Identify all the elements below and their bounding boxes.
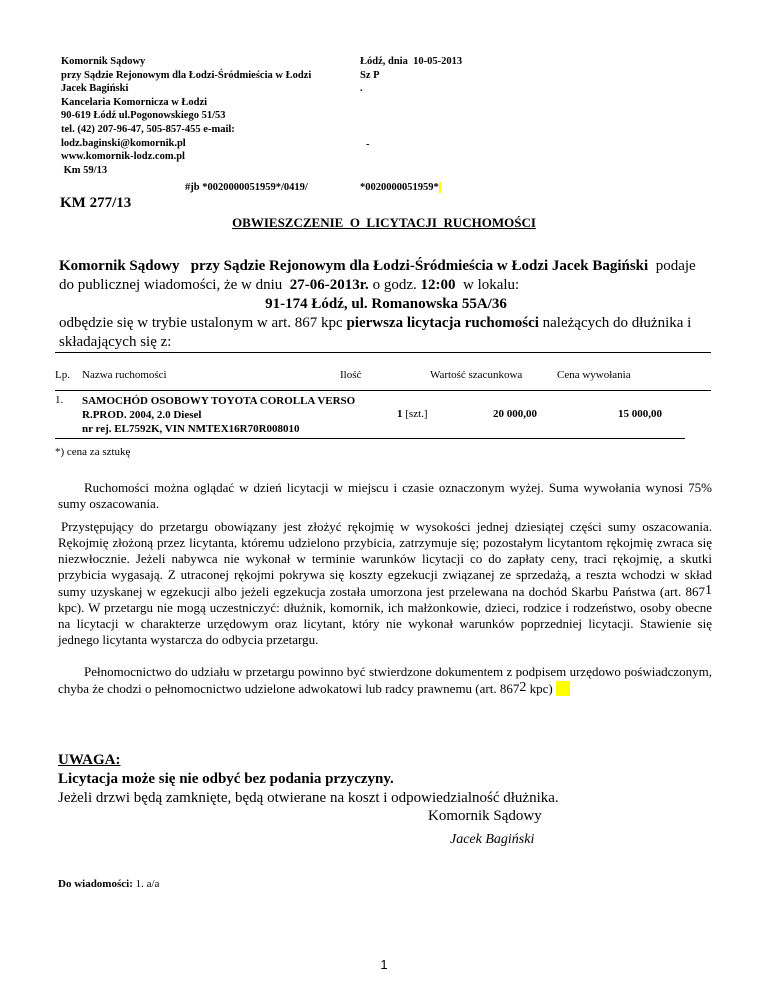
- intro-text-2: o godz.: [368, 277, 421, 293]
- row-name-line: R.PROD. 2004, 2.0 Diesel: [82, 409, 202, 421]
- document-title: OBWIESZCZENIE O LICYTACJI RUCHOMOŚCI: [232, 215, 536, 230]
- recipient-dash: -: [366, 139, 370, 150]
- paragraph-deposit: [58, 519, 712, 648]
- distribution-value: 1. a/a: [132, 878, 160, 890]
- auction-type: pierwsza licytacja ruchomości: [346, 315, 539, 331]
- highlight-mark: [556, 681, 570, 696]
- place-date: Łódź, dnia 10-05-2013: [360, 56, 463, 67]
- notice-line-1: Licytacja może się nie odbyć bez podania przyczyny.: [58, 771, 394, 787]
- sender-line: przy Sądzie Rejonowym dla Łodzi-Śródmieścia w Łodzi: [61, 69, 312, 81]
- table-bottom-rule: [55, 438, 685, 439]
- table-header-rule: [55, 390, 711, 391]
- intro-text-1: podaje do publicznej wiadomości, że w dniu: [59, 258, 700, 293]
- auction-address: 91-174 Łódź, ul. Romanowska 55A/36: [265, 296, 507, 312]
- barcode-left: #jb *0020000051959*/0419/: [185, 182, 308, 193]
- paragraph-viewing: Ruchomości można oglądać w dzień licytacji w miejscu i czasie oznaczonym wyżej. Suma wywołania wynosi 75% sumy oszacowania.: [58, 480, 712, 511]
- col-value: Wartość szacunkowa: [430, 369, 523, 381]
- recipient-dot: .: [360, 83, 363, 95]
- footnote: *) cena za sztukę: [55, 446, 131, 458]
- sender-line: 90-619 Łódź ul.Pogonowskiego 51/53: [61, 110, 226, 122]
- paragraph-proxy: [58, 664, 712, 697]
- paragraph-deposit-text-b: kpc). W przetargu nie mogą uczestniczyć: dłużnik, komornik, ich małżonkowie, dzieci, rodzice i rodzeństwo, osoby obecne na licytacji w charakterze urzędowym oraz licytant, który nie wykonał warunków poprzedniej licytacji. Stawienie się jednego licytanta wystarcza do odbycia przetargu.: [58, 600, 712, 647]
- col-price: Cena wywołania: [557, 369, 631, 381]
- paragraph-proxy-text-b: kpc): [526, 681, 553, 696]
- sender-line: lodz.baginski@komornik.pl: [61, 137, 186, 149]
- col-name: Nazwa ruchomości: [82, 369, 167, 381]
- row-name: [82, 394, 355, 436]
- intro-text-3: w lokalu:: [455, 277, 520, 293]
- notice-line-2: Jeżeli drzwi będą zamknięte, będą otwierane na koszt i odpowiedzialność dłużnika.: [58, 790, 559, 806]
- highlight-mark: [439, 182, 442, 193]
- col-qty: Ilość: [340, 369, 362, 381]
- intro-text-5: należących do dłużnika i składających się z:: [59, 315, 692, 350]
- barcode-right-text: *0020000051959*: [360, 182, 439, 193]
- row-qty-value: 1: [397, 408, 403, 420]
- paragraph-deposit-text-a: Przystępujący do przetargu obowiązany jest złożyć rękojmię w wysokości jednej dziesiątej części sumy oszacowania. Rękojmię złożoną przez licytanta, któremu udzielono przybicia, zatrzymuje się; pozostałym licytantom rękojmię zwraca się niezwłocznie. Jeżeli nabywca nie wykonał w terminie warunków licytacji co do zapłaty ceny, traci rękojmię, a skutki przybicia wygasają. Z utraconej rękojmi pokrywa się koszty egzekucji związanej ze sprzedażą, a reszta wchodzi w skład sumy uzyskanej w egzekucji albo jeżeli egzekucja została umorzona jest przelewana na dochód Skarbu Państwa (art. 867: [58, 519, 712, 599]
- row-price: 15 000,00: [618, 408, 662, 420]
- recipient-salutation: Sz P: [360, 69, 380, 81]
- auction-date: 27-06-2013r.: [289, 277, 369, 293]
- case-number: KM 277/13: [60, 195, 132, 211]
- bailiff-name: Komornik Sądowy przy Sądzie Rejonowym dla Łodzi-Śródmieścia w Łodzi Jacek Bagiński: [59, 258, 649, 274]
- intro-paragraph: [59, 257, 713, 352]
- sender-block: [61, 55, 351, 177]
- signature: Jacek Bagiński: [450, 832, 535, 847]
- intro-text-block: [59, 314, 713, 352]
- intro-text-4: odbędzie się w trybie ustalonym w art. 867 kpc: [59, 315, 347, 331]
- auction-time: 12:00: [420, 277, 456, 293]
- row-name-line: nr rej. EL7592K, VIN NMTEX16R70R008010: [82, 423, 300, 435]
- table-top-rule: [55, 352, 711, 353]
- col-lp: Lp.: [55, 369, 70, 381]
- sender-line: Kancelaria Komornicza w Łodzi: [61, 96, 208, 108]
- barcode-right: [360, 181, 441, 195]
- row-value: 20 000,00: [493, 408, 537, 420]
- row-name-line: SAMOCHÓD OSOBOWY TOYOTA COROLLA VERSO: [82, 395, 356, 407]
- signer-title: Komornik Sądowy: [428, 808, 542, 824]
- distribution-label: Do wiadomości:: [58, 878, 133, 890]
- sender-line: Km 59/13: [61, 164, 108, 176]
- distribution-list: [58, 878, 159, 890]
- paragraph-proxy-text-a: Pełnomocnictwo do udziału w przetargu powinno być stwierdzone dokumentem z podpisem urzędowo poświadczonym, chyba że chodzi o pełnomocnictwo udzielone adwokatowi lub radcy prawnemu (art. 867: [58, 664, 712, 696]
- sender-line: www.komornik-lodz.com.pl: [61, 151, 185, 163]
- row-qty-unit: [szt.]: [405, 408, 428, 420]
- row-qty: [397, 408, 428, 420]
- sender-line: Komornik Sądowy: [61, 56, 146, 67]
- row-lp: 1.: [55, 394, 64, 406]
- sender-line: tel. (42) 207-96-47, 505-857-455 e-mail:: [61, 123, 235, 135]
- notice-heading: UWAGA:: [58, 752, 121, 768]
- article-superscript: 1: [705, 583, 712, 598]
- recipient-block: [360, 55, 560, 96]
- page-number: 1: [380, 957, 388, 972]
- sender-line: Jacek Bagiński: [61, 83, 129, 95]
- article-superscript: 2: [519, 680, 527, 695]
